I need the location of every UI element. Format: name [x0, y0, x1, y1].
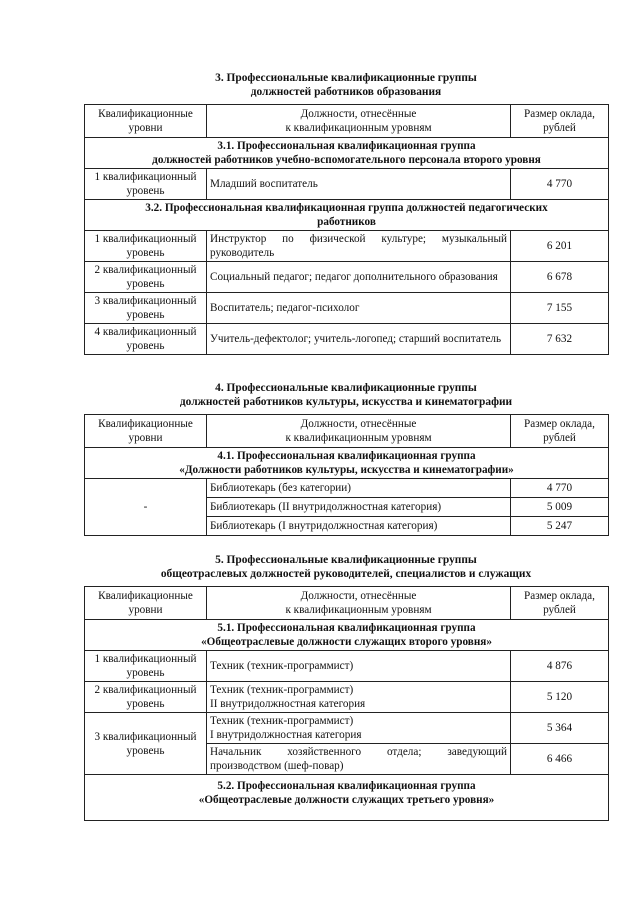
table-row [85, 324, 609, 355]
level-cell: - [85, 479, 207, 536]
header-salary: Размер оклада, рублей [511, 105, 609, 138]
group-title-row [85, 200, 609, 231]
position-cell: Библиотекарь (II внутридолжностная категория) [207, 498, 511, 517]
position-cell: Социальный педагог; педагог дополнительного образования [207, 262, 511, 293]
header-level: Квалификационные уровни [85, 587, 207, 620]
salary-cell: 6 466 [511, 744, 609, 775]
header-positions: Должности, отнесённые к квалификационным уровням [207, 105, 511, 138]
section-5-table [84, 586, 609, 821]
salary-cell: 5 364 [511, 713, 609, 744]
table-row [85, 231, 609, 262]
group-title-row [85, 775, 609, 821]
position-cell: Инструктор по физической культуре; музыкальный руководитель [207, 231, 511, 262]
header-positions: Должности, отнесённые к квалификационным уровням [207, 587, 511, 620]
salary-cell: 5 120 [511, 682, 609, 713]
group-title-row [85, 138, 609, 169]
salary-cell: 6 201 [511, 231, 609, 262]
section-3-title: 3. Профессиональные квалификационные группы должностей работников образования [215, 72, 477, 98]
position-cell: Учитель-дефектолог; учитель-логопед; старший воспитатель [207, 324, 511, 355]
level-cell: 1 квалификационный уровень [85, 231, 207, 262]
group-3-1-title: 3.1. Профессиональная квалификационная группа должностей работников учебно-вспомогательного персонала второго уровня [85, 138, 609, 169]
header-level: Квалификационные уровни [85, 415, 207, 448]
header-salary: Размер оклада, рублей [511, 415, 609, 448]
header-salary: Размер оклада, рублей [511, 587, 609, 620]
salary-cell: 7 155 [511, 293, 609, 324]
group-5-2-title: 5.2. Профессиональная квалификационная группа «Общеотраслевые должности служащих третьего уровня» [85, 775, 609, 821]
section-4-table [84, 414, 609, 536]
salary-cell: 4 770 [511, 169, 609, 200]
group-title-row [85, 448, 609, 479]
group-title-row [85, 620, 609, 651]
table-header-row [85, 415, 609, 448]
table-row [85, 169, 609, 200]
table-header-row [85, 587, 609, 620]
position-cell: Техник (техник-программист) II внутридолжностная категория [207, 682, 511, 713]
salary-cell: 7 632 [511, 324, 609, 355]
group-4-1-title: 4.1. Профессиональная квалификационная группа «Должности работников культуры, искусства и кинематографии» [85, 448, 609, 479]
salary-cell: 4 770 [511, 479, 609, 498]
header-level: Квалификационные уровни [85, 105, 207, 138]
group-3-2-title: 3.2. Профессиональная квалификационная группа должностей педагогических работников [85, 200, 609, 231]
level-cell: 4 квалификационный уровень [85, 324, 207, 355]
position-cell: Младший воспитатель [207, 169, 511, 200]
table-row [85, 651, 609, 682]
section-4-title: 4. Профессиональные квалификационные группы должностей работников культуры, искусства и кинематографии [179, 382, 513, 408]
level-cell: 3 квалификационный уровень [85, 293, 207, 324]
level-cell: 1 квалификационный уровень [85, 651, 207, 682]
table-row [85, 293, 609, 324]
table-row [85, 682, 609, 713]
salary-cell: 5 247 [511, 517, 609, 536]
table-row [85, 479, 609, 498]
position-cell: Библиотекарь (I внутридолжностная категория) [207, 517, 511, 536]
level-cell: 1 квалификационный уровень [85, 169, 207, 200]
salary-cell: 6 678 [511, 262, 609, 293]
header-positions: Должности, отнесённые к квалификационным уровням [207, 415, 511, 448]
salary-cell: 5 009 [511, 498, 609, 517]
table-row [85, 262, 609, 293]
position-cell: Техник (техник-программист) [207, 651, 511, 682]
level-cell: 2 квалификационный уровень [85, 682, 207, 713]
group-5-1-title: 5.1. Профессиональная квалификационная группа «Общеотраслевые должности служащих второго уровня» [85, 620, 609, 651]
position-cell: Воспитатель; педагог-психолог [207, 293, 511, 324]
level-cell: 2 квалификационный уровень [85, 262, 207, 293]
position-cell: Техник (техник-программист) I внутридолжностная категория [207, 713, 511, 744]
table-header-row [85, 105, 609, 138]
level-cell: 3 квалификационный уровень [85, 713, 207, 775]
table-row [85, 713, 609, 744]
salary-cell: 4 876 [511, 651, 609, 682]
section-3-table [84, 104, 609, 355]
position-cell: Библиотекарь (без категории) [207, 479, 511, 498]
position-cell: Начальник хозяйственного отдела; заведующий производством (шеф-повар) [207, 744, 511, 775]
section-5-title: 5. Профессиональные квалификационные группы общеотраслевых должностей руководителей, специалистов и служащих [160, 554, 532, 580]
